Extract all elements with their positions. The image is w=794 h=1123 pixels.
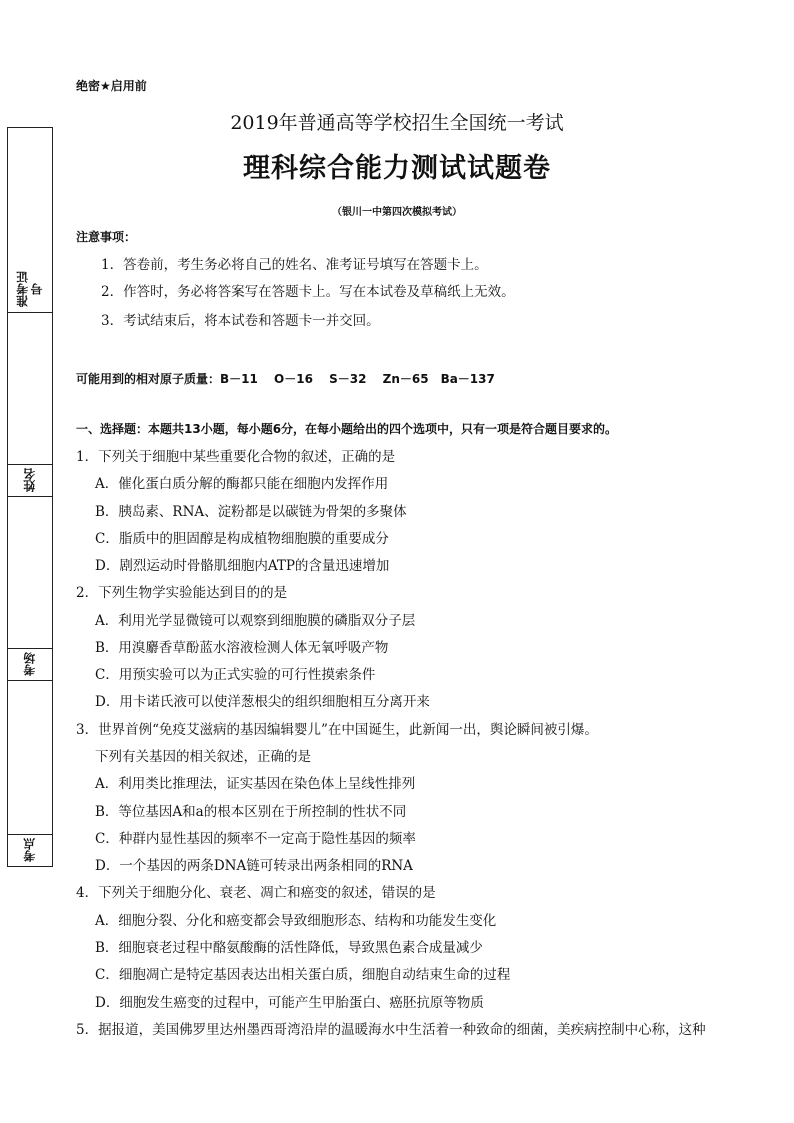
exam-title: 2019年普通高等学校招生全国统一考试	[230, 112, 564, 134]
question-option: D．剧烈运动时骨骼肌细胞内ATP的含量迅速增加	[95, 558, 390, 574]
question-option: B．等位基因A和a的根本区别在于所控制的性状不同	[95, 804, 407, 820]
notice-heading: 注意事项：	[76, 230, 137, 244]
question-option: A．催化蛋白质分解的酶都只能在细胞内发挥作用	[95, 476, 389, 492]
question-stem: 4．下列关于细胞分化、衰老、凋亡和癌变的叙述，错误的是	[76, 885, 436, 901]
question-stem: 2．下列生物学实验能达到目的的是	[76, 585, 288, 601]
binding-strip	[7, 127, 53, 867]
strip-divider	[8, 680, 52, 681]
strip-divider	[8, 496, 52, 497]
notice-item: 2．作答时，务必将答案写在答题卡上。写在本试卷及草稿纸上无效。	[101, 284, 515, 300]
strip-label-exam-room: 考场	[22, 652, 37, 676]
question-stem-continued: 下列有关基因的相关叙述，正确的是	[95, 749, 311, 765]
paper-title: 理科综合能力测试试题卷	[243, 153, 551, 184]
question-option: D．用卡诺氏液可以使洋葱根尖的组织细胞相互分离开来	[95, 694, 430, 710]
strip-divider	[8, 312, 52, 313]
question-option: C．种群内显性基因的频率不一定高于隐性基因的频率	[95, 831, 416, 847]
question-option: C．脂质中的胆固醇是构成植物细胞膜的重要成分	[95, 531, 389, 547]
question-option: D．细胞发生癌变的过程中，可能产生甲胎蛋白、癌胚抗原等物质	[95, 995, 484, 1011]
question-option: C．用预实验可以为正式实验的可行性摸索条件	[95, 667, 376, 683]
question-stem: 5．据报道，美国佛罗里达州墨西哥湾沿岸的温暖海水中生活着一种致命的细菌，美疾病控制中心称，这种	[76, 1022, 706, 1038]
question-stem: 1．下列关于细胞中某些重要化合物的叙述，正确的是	[76, 449, 396, 465]
confidential-label: 绝密★启用前	[76, 79, 147, 93]
question-option: C．细胞凋亡是特定基因表达出相关蛋白质，细胞自动结束生命的过程	[95, 967, 511, 983]
question-option: B．胰岛素、RNA、淀粉都是以碳链为骨架的多聚体	[95, 504, 407, 520]
exam-subtitle: （银川一中第四次模拟考试）	[332, 207, 462, 218]
question-option: D．一个基因的两条DNA链可转录出两条相同的RNA	[95, 858, 413, 874]
question-option: A．利用光学显微镜可以观察到细胞膜的磷脂双分子层	[95, 613, 416, 629]
question-option: A．利用类比推理法，证实基因在染色体上呈线性排列	[95, 776, 416, 792]
notice-item: 1．答卷前，考生务必将自己的姓名、准考证号填写在答题卡上。	[101, 257, 488, 273]
strip-label-exam-number: 准考证号	[15, 271, 44, 307]
strip-label-exam-site: 考点	[22, 838, 37, 862]
section-title: 一、选择题：本题共13小题，每小题6分，在每小题给出的四个选项中，只有一项是符合题目要求的。	[76, 422, 618, 436]
strip-label-name: 姓名	[22, 468, 37, 492]
question-option: A．细胞分裂、分化和癌变都会导致细胞形态、结构和功能发生变化	[95, 913, 497, 929]
question-stem: 3．世界首例“免疫艾滋病的基因编辑婴儿”在中国诞生，此新闻一出，舆论瞬间被引爆。	[76, 722, 598, 738]
notice-item: 3．考试结束后，将本试卷和答题卡一并交回。	[101, 313, 380, 329]
atomic-masses: 可能用到的相对原子质量：B－11 O－16 S－32 Zn－65 Ba－137	[76, 372, 495, 386]
question-option: B．细胞衰老过程中酪氨酸酶的活性降低，导致黑色素合成量减少	[95, 940, 483, 956]
question-option: B．用溴麝香草酚蓝水溶液检测人体无氧呼吸产物	[95, 640, 389, 656]
